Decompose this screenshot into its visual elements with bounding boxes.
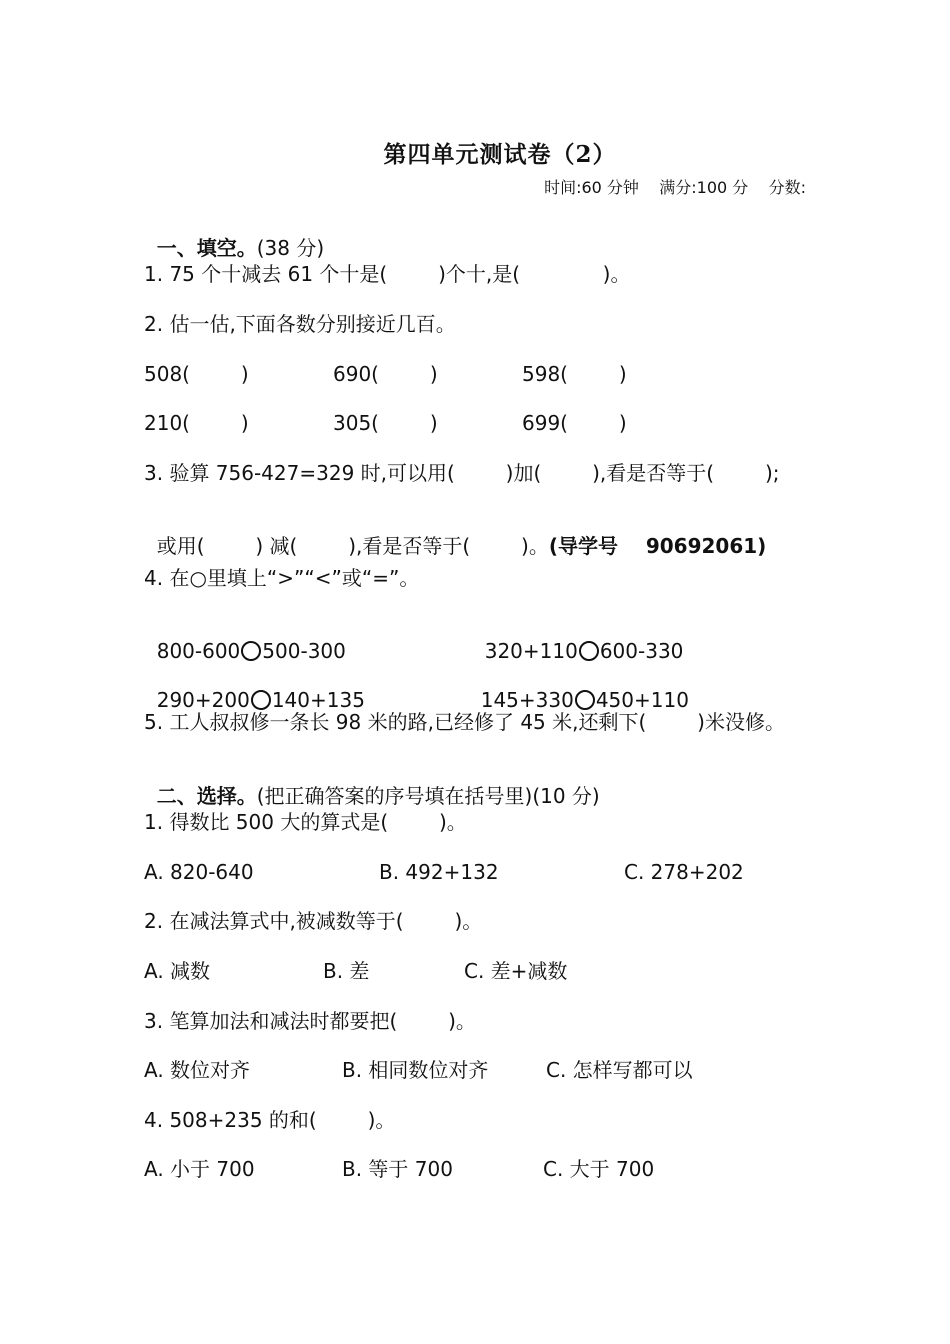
p2-q3: 3. 笔算加法和减法时都要把( )。 xyxy=(144,1009,476,1033)
p2-q2-option[interactable]: B. 差 xyxy=(323,959,370,983)
p2-q4-option[interactable]: C. 大于 700 xyxy=(543,1157,655,1181)
section-2-score: (把正确答案的序号填在括号里)(10 分) xyxy=(256,784,600,808)
p2-q3-option[interactable]: B. 相同数位对齐 xyxy=(342,1058,489,1082)
p2-q3-option[interactable]: C. 怎样写都可以 xyxy=(546,1058,693,1082)
compare-right: 600-330 xyxy=(599,639,684,663)
p1-q1: 1. 75 个十减去 61 个十是( )个十,是( )。 xyxy=(144,262,631,286)
p2-q1-option[interactable]: C. 278+202 xyxy=(624,860,744,884)
p2-q4-option[interactable]: A. 小于 700 xyxy=(144,1157,255,1181)
p2-q1-option[interactable]: B. 492+132 xyxy=(379,860,499,884)
p1-q2-item: 690( ) xyxy=(333,362,438,386)
p1-q3-line2 xyxy=(144,510,766,558)
compare-circle-icon[interactable] xyxy=(575,690,595,710)
compare-left: 800-600 xyxy=(156,639,241,663)
p2-q2-option[interactable]: C. 差+减数 xyxy=(464,959,568,983)
compare-circle-icon[interactable] xyxy=(241,641,261,661)
p2-q4: 4. 508+235 的和( )。 xyxy=(144,1108,396,1132)
compare-right: 140+135 xyxy=(271,688,365,712)
p1-q2-item: 598( ) xyxy=(522,362,627,386)
compare-item xyxy=(468,664,689,712)
p1-q3-text: 或用( ) 减( ),看是否等于( )。 xyxy=(156,534,549,558)
compare-circle-icon[interactable] xyxy=(251,690,271,710)
p1-q4: 4. 在○里填上“>”“<”或“=”。 xyxy=(144,566,420,590)
section-1-title: 一、填空。 xyxy=(156,236,257,260)
section-1-heading xyxy=(144,212,324,260)
p1-q3-code: (导学号 90692061) xyxy=(548,534,767,558)
compare-circle-icon[interactable] xyxy=(579,641,599,661)
p1-q2-item: 508( ) xyxy=(144,362,249,386)
compare-right: 500-300 xyxy=(262,639,346,663)
compare-left: 320+110 xyxy=(484,639,578,663)
exam-meta: 时间:60 分钟 满分:100 分 分数: xyxy=(544,178,806,197)
compare-left: 145+330 xyxy=(480,688,574,712)
compare-item xyxy=(144,615,346,663)
page-title: 第四单元测试卷（2） xyxy=(383,141,617,168)
p1-q3-line1: 3. 验算 756-427=329 时,可以用( )加( ),看是否等于( ); xyxy=(144,461,780,485)
compare-item xyxy=(472,615,683,663)
section-2-title: 二、选择。 xyxy=(156,784,257,808)
p1-q5: 5. 工人叔叔修一条长 98 米的路,已经修了 45 米,还剩下( )米没修。 xyxy=(144,710,785,734)
p2-q1: 1. 得数比 500 大的算式是( )。 xyxy=(144,810,467,834)
p1-q2-item: 699( ) xyxy=(522,411,627,435)
p1-q2-item: 210( ) xyxy=(144,411,249,435)
p2-q3-option[interactable]: A. 数位对齐 xyxy=(144,1058,251,1082)
section-2-heading xyxy=(144,760,600,808)
p2-q1-option[interactable]: A. 820-640 xyxy=(144,860,254,884)
p1-q2-item: 305( ) xyxy=(333,411,438,435)
section-1-score: (38 分) xyxy=(256,236,325,260)
compare-right: 450+110 xyxy=(595,688,689,712)
p2-q4-option[interactable]: B. 等于 700 xyxy=(342,1157,453,1181)
p2-q2-option[interactable]: A. 减数 xyxy=(144,959,211,983)
p2-q2: 2. 在减法算式中,被减数等于( )。 xyxy=(144,909,483,933)
compare-left: 290+200 xyxy=(156,688,250,712)
p1-q2: 2. 估一估,下面各数分别接近几百。 xyxy=(144,312,456,336)
compare-item xyxy=(144,664,365,712)
